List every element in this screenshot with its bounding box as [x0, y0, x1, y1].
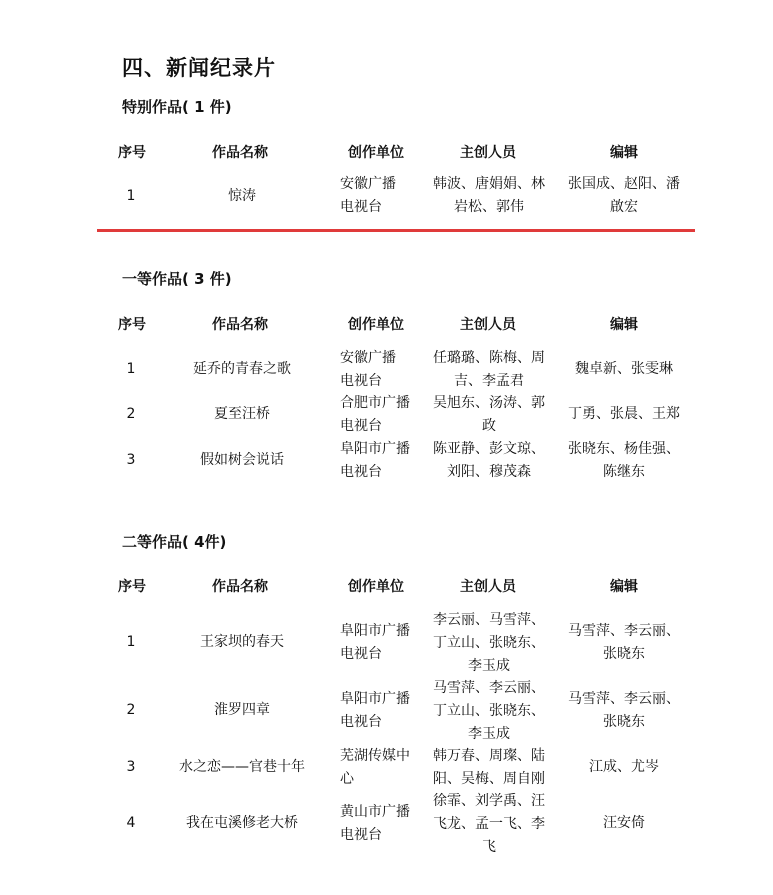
cell-seq: 2: [126, 406, 136, 422]
header-crew: 主创人员: [460, 579, 516, 595]
section-title-second: 二等作品( 4件): [122, 533, 227, 551]
header-crew: 主创人员: [460, 317, 516, 333]
header-name: 作品名称: [212, 145, 268, 161]
cell-name: 夏至汪桥: [214, 406, 270, 422]
cell-name: 水之恋——官巷十年: [179, 759, 305, 775]
cell-crew: 任璐璐、陈梅、周 吉、李孟君: [433, 350, 545, 389]
cell-seq: 3: [126, 452, 136, 468]
cell-editor: 魏卓新、张雯琳: [575, 361, 673, 377]
cell-name: 我在屯溪修老大桥: [186, 815, 298, 831]
header-unit: 创作单位: [348, 579, 404, 595]
cell-seq: 3: [126, 759, 136, 775]
header-seq: 序号: [118, 579, 146, 595]
page-title: 四、新闻纪录片: [122, 56, 276, 80]
cell-crew: 徐霏、刘学禹、汪 飞龙、孟一飞、李 飞: [433, 793, 545, 855]
header-name: 作品名称: [212, 317, 268, 333]
cell-unit: 芜湖传媒中 心: [340, 748, 410, 787]
cell-editor: 丁勇、张晨、王郑: [568, 406, 680, 422]
cell-name: 淮罗四章: [214, 702, 270, 718]
cell-unit: 阜阳市广播 电视台: [340, 691, 410, 730]
header-crew: 主创人员: [460, 145, 516, 161]
cell-editor: 张晓东、杨佳强、 陈继东: [568, 441, 680, 480]
cell-editor: 汪安倚: [603, 815, 645, 831]
header-editor: 编辑: [610, 579, 638, 595]
cell-crew: 韩波、唐娟娟、林 岩松、郭伟: [433, 176, 545, 215]
red-divider: [97, 229, 695, 232]
cell-crew: 陈亚静、彭文琼、 刘阳、穆茂森: [433, 441, 545, 480]
cell-seq: 4: [126, 815, 136, 831]
cell-seq: 1: [126, 361, 136, 377]
header-seq: 序号: [118, 145, 146, 161]
cell-seq: 1: [126, 188, 136, 204]
cell-unit: 阜阳市广播 电视台: [340, 441, 410, 480]
cell-editor: 马雪萍、李云丽、 张晓东: [568, 623, 680, 662]
cell-editor: 张国成、赵阳、潘 啟宏: [568, 176, 680, 215]
header-name: 作品名称: [212, 579, 268, 595]
header-seq: 序号: [118, 317, 146, 333]
cell-unit: 安徽广播 电视台: [340, 350, 396, 389]
cell-crew: 李云丽、马雪萍、 丁立山、张晓东、 李玉成: [433, 612, 545, 674]
cell-editor: 江成、尤岑: [589, 759, 659, 775]
header-unit: 创作单位: [348, 145, 404, 161]
cell-seq: 1: [126, 634, 136, 650]
section-title-first: 一等作品( 3 件): [122, 270, 232, 288]
cell-name: 王家坝的春天: [200, 634, 284, 650]
cell-name: 假如树会说话: [200, 452, 284, 468]
cell-crew: 韩万春、周璨、陆 阳、吴梅、周自刚: [433, 748, 545, 787]
cell-crew: 吴旭东、汤涛、郭 政: [433, 395, 545, 434]
cell-seq: 2: [126, 702, 136, 718]
cell-unit: 合肥市广播 电视台: [340, 395, 410, 434]
cell-name: 延乔的青春之歌: [193, 361, 291, 377]
cell-crew: 马雪萍、李云丽、 丁立山、张晓东、 李玉成: [433, 680, 545, 742]
cell-unit: 黄山市广播 电视台: [340, 804, 410, 843]
header-editor: 编辑: [610, 317, 638, 333]
cell-unit: 阜阳市广播 电视台: [340, 623, 410, 662]
cell-unit: 安徽广播 电视台: [340, 176, 396, 215]
header-editor: 编辑: [610, 145, 638, 161]
cell-editor: 马雪萍、李云丽、 张晓东: [568, 691, 680, 730]
section-title-special: 特别作品( 1 件): [122, 98, 232, 116]
cell-name: 惊涛: [228, 188, 256, 204]
header-unit: 创作单位: [348, 317, 404, 333]
